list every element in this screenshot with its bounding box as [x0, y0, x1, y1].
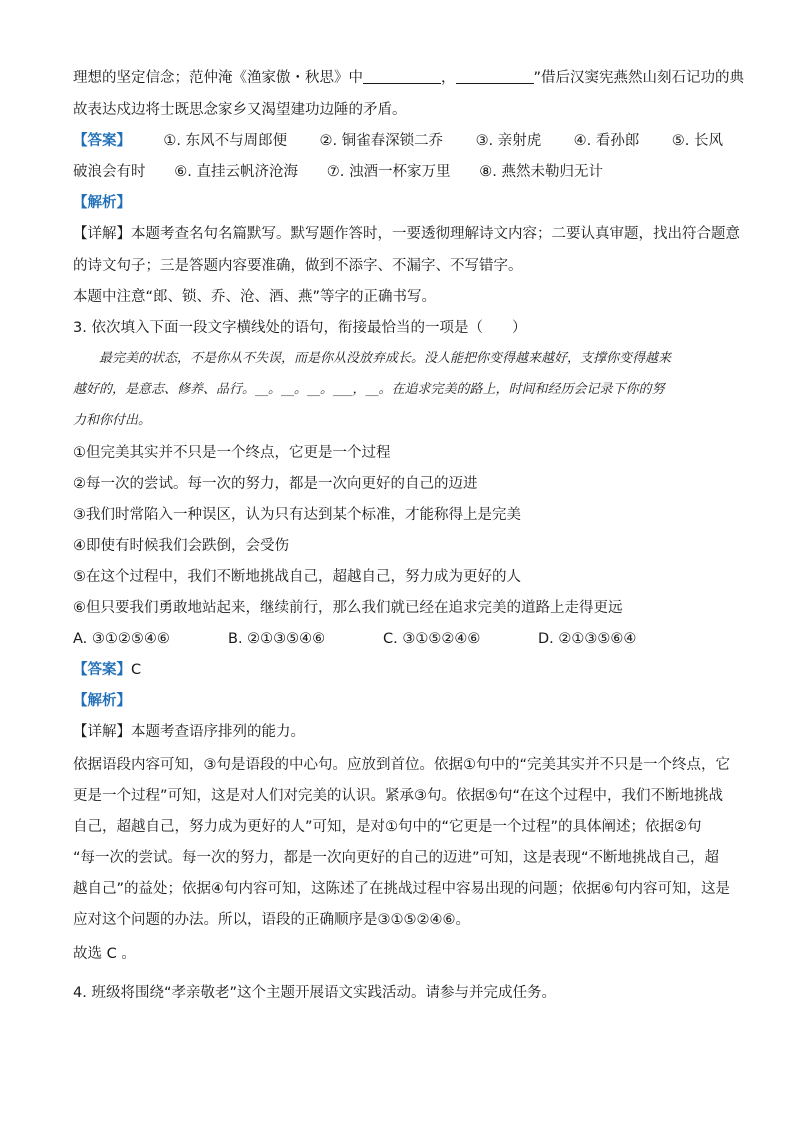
detail-text: 本题考查名句名篇默写。默写题作答时，一要透彻理解诗文内容；二要认真审题，找出符合题意	[131, 226, 740, 242]
q4-stem: 4. 班级将围绕“孝亲敬老”这个主题开展语文实践活动。请参与并完成任务。	[73, 985, 556, 1001]
q3-sentence-1: ①但完美其实并不只是一个终点，它更是一个过程	[73, 445, 391, 461]
q2-detail-line-1	[73, 224, 740, 244]
q2-answer-list	[73, 131, 723, 151]
option-b[interactable]: B. ②①③⑤④⑥	[228, 631, 326, 647]
q2-line-1	[73, 68, 745, 88]
q2-line-1-separator: ，	[441, 70, 456, 86]
fill-blank[interactable]	[456, 69, 534, 84]
q3-answer	[73, 660, 723, 680]
q3-detail-head	[73, 722, 723, 742]
q2-answer-row-1	[73, 131, 723, 151]
detail-tag: 【详解】	[73, 226, 131, 242]
answer-tag: 【答案】	[73, 662, 131, 678]
answer-tag: 【答案】	[73, 133, 131, 149]
q3-sentence-4: ④即使有时候我们会跌倒，会受伤	[73, 538, 289, 554]
q3-sentence-3: ③我们时常陷入一种误区，认为只有达到某个标准，才能称得上是完美	[73, 507, 521, 523]
q2-answer-list-2	[73, 162, 603, 182]
q3-detail-line-2: 更是一个过程”可知，这是对人们对完美的认识。紧承③句。依据⑤句“在这个过程中，我们不断地挑战	[73, 788, 724, 804]
q3-detail-line-5: 越自己”的益处；依据④句内容可知，这陈述了在挑战过程中容易出现的问题；依据⑥句内容可知，这是	[73, 881, 731, 897]
q2-answer-row-2	[73, 162, 603, 182]
q3-detail-line-4: “每一次的尝试。每一次的努力，都是一次向更好的自己的迈进”可知，这是表现“不断地挑战自己，超	[73, 850, 720, 866]
q2-line-1-text-b: ”借后汉窦宪燕然山刻石记功的典	[533, 70, 745, 86]
q3-conclusion: 故选 C 。	[73, 946, 136, 962]
q3-passage-line-2: 越好的，是意志、修养、品行。__。__。__。___，__。在追求完美的路上，时间和经历会记录下你的努	[73, 382, 665, 397]
q3-sentence-2: ②每一次的尝试。每一次的努力，都是一次向更好的自己的迈进	[73, 476, 478, 492]
q2-detail-line-2: 的诗文句子；三是答题内容要准确，做到不添字、不漏字、不写错字。	[73, 258, 523, 274]
option-d[interactable]: D. ②①③⑤⑥④	[538, 631, 637, 647]
q2-detail-line-3: 本题中注意“郎、锁、乔、沧、酒、燕”等字的正确书写。	[73, 289, 437, 305]
option-a[interactable]: A. ③①②⑤④⑥	[73, 631, 170, 647]
q3-passage-line-1: 最完美的状态，不是你从不失误，而是你从没放弃成长。没人能把你变得越来越好，支撑你变得越来	[73, 351, 672, 366]
answer-item: ⑧. 燕然未勒归无计	[479, 164, 603, 180]
q3-options	[73, 629, 693, 649]
q2-line-2: 故表达戍边将士既思念家乡又渴望建功边陲的矛盾。	[73, 102, 407, 118]
detail-tag: 【详解】	[73, 724, 131, 740]
analysis-tag: 【解析】	[73, 693, 131, 709]
q3-stem: 3. 依次填入下面一段文字横线处的语句，衔接最恰当的一项是（ ）	[73, 320, 527, 336]
q3-detail-line-3: 自己，超越自己，努力成为更好的人”可知，是对①句中的“它更是一个过程”的具体阐述；依据②句	[73, 819, 702, 835]
answer-item: ⑥. 直挂云帆济沧海	[174, 164, 298, 180]
answer-item: ⑤. 长风	[671, 133, 723, 149]
q3-passage-line-3: 力和你付出。	[73, 413, 152, 428]
analysis-tag: 【解析】	[73, 195, 131, 211]
answer-value: C	[131, 662, 142, 678]
q3-sentence-5: ⑤在这个过程中，我们不断地挑战自己，超越自己，努力成为更好的人	[73, 569, 521, 585]
option-c[interactable]: C. ③①⑤②④⑥	[383, 631, 481, 647]
answer-item: ②. 铜雀春深锁二乔	[319, 133, 444, 149]
answer-item: ④. 看孙郎	[573, 133, 640, 149]
q3-detail-line-6: 应对这个问题的办法。所以，语段的正确顺序是③①⑤②④⑥。	[73, 912, 470, 928]
q3-detail-line-1: 依据语段内容可知，③句是语段的中心句。应放到首位。依据①句中的“完美其实并不只是一个终点，它	[73, 757, 731, 773]
q3-sentence-6: ⑥但只要我们勇敢地站起来，继续前行，那么我们就已经在追求完美的道路上走得更远	[73, 600, 623, 616]
answer-item: 破浪会有时	[73, 164, 146, 180]
answer-item: ③. 亲射虎	[475, 133, 542, 149]
detail-text: 本题考查语序排列的能力。	[131, 724, 305, 740]
q2-line-1-text-a: 理想的坚定信念；范仲淹《渔家傲・秋思》中	[73, 70, 363, 86]
fill-blank[interactable]	[363, 69, 441, 84]
answer-item: ①. 东风不与周郎便	[163, 133, 288, 149]
answer-item: ⑦. 浊酒一杯家万里	[326, 164, 451, 180]
